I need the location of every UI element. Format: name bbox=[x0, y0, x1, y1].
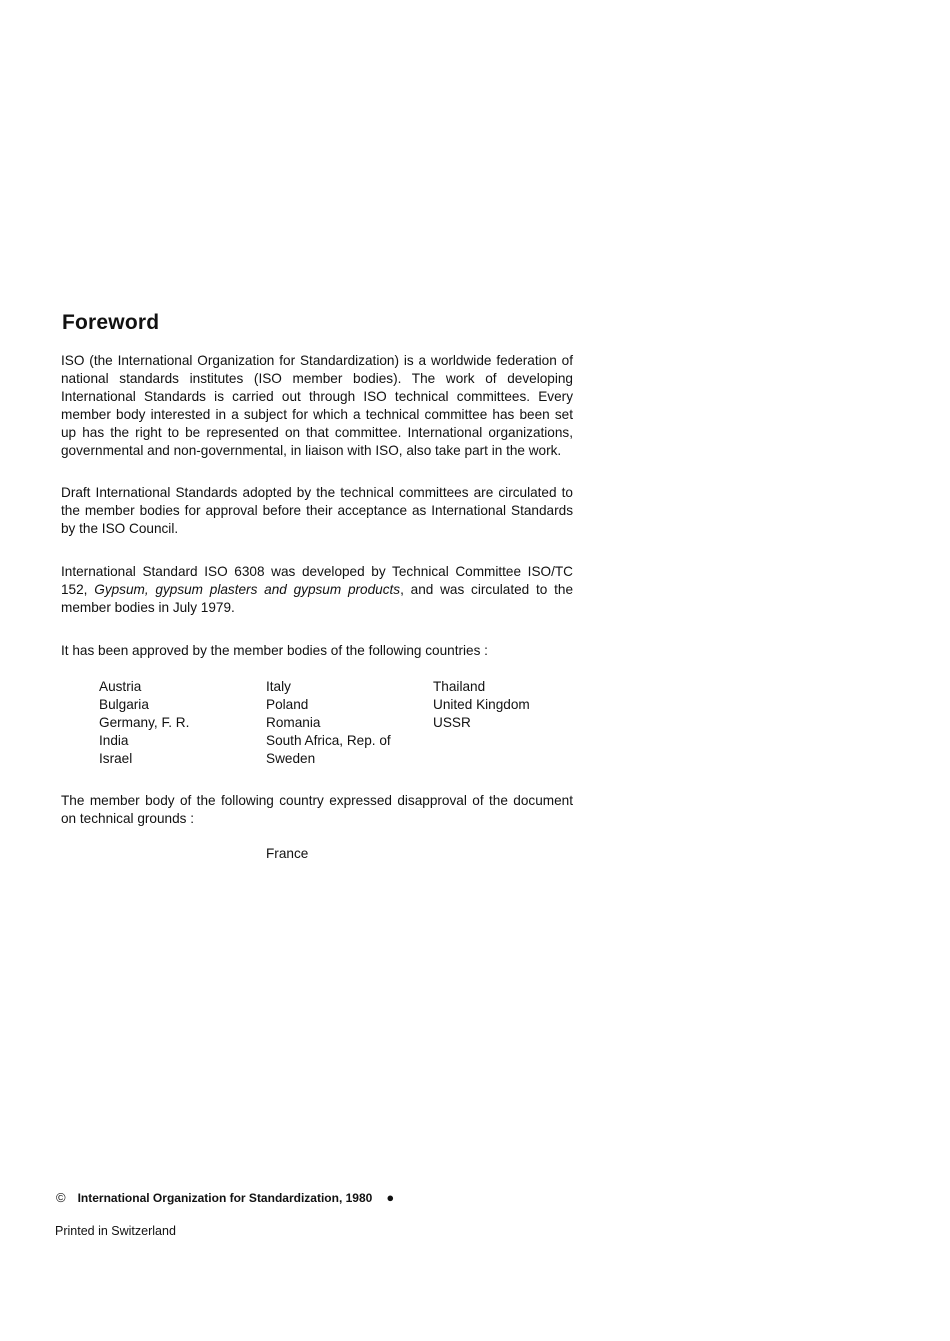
country-item: Bulgaria bbox=[99, 697, 149, 712]
country-item: Sweden bbox=[266, 751, 316, 766]
country-item: Thailand bbox=[433, 679, 486, 694]
paragraph-iso-intro: ISO (the International Organization for Standardization) is a worldwide federation of national standards institutes (ISO member bodies). The work of developing International Standards is carried out through ISO technical committees. Every member body interested in a subject for which a technical committee has been set up has the right to be represented on that committee. International organizations, governmental and non-governmental, in liaison with ISO, also take part in the work. bbox=[61, 353, 573, 458]
copyright-text: International Organization for Standardization, 1980 bbox=[77, 1191, 373, 1205]
bullet-icon: ● bbox=[386, 1190, 395, 1205]
country-item: South Africa, Rep. of bbox=[266, 733, 391, 748]
countries-column-3 bbox=[433, 678, 530, 732]
committee-name: Gypsum, gypsum plasters and gypsum products bbox=[94, 582, 401, 597]
paragraph-draft-standards: Draft International Standards adopted by the technical committees are circulated to the member bodies for approval before their acceptance as International Standards by the ISO Council. bbox=[61, 485, 573, 536]
copyright-symbol: © bbox=[56, 1190, 66, 1205]
circulation-text: , and was circulated to the member bodies in July 1979. bbox=[61, 582, 574, 615]
country-item: Poland bbox=[266, 697, 309, 712]
copyright-line bbox=[56, 1189, 394, 1207]
country-item: Germany, F. R. bbox=[99, 715, 190, 730]
development-text: International Standard ISO 6308 was developed by Technical Committee ISO/TC 152, bbox=[61, 564, 573, 597]
country-item: United Kingdom bbox=[433, 697, 530, 712]
country-item: India bbox=[99, 733, 129, 748]
paragraph-standard-development bbox=[61, 563, 573, 617]
countries-column-2 bbox=[266, 678, 391, 768]
country-item: Italy bbox=[266, 679, 291, 694]
country-item: Austria bbox=[99, 679, 142, 694]
countries-column-1 bbox=[99, 678, 189, 768]
paragraph-approval: It has been approved by the member bodies of the following countries : bbox=[61, 643, 488, 658]
paragraph-disapproval: The member body of the following country expressed disapproval of the document on technical grounds : bbox=[61, 793, 573, 826]
disapproving-country: France bbox=[266, 846, 309, 861]
printed-location: Printed in Switzerland bbox=[55, 1224, 176, 1238]
page-title: Foreword bbox=[62, 311, 160, 334]
country-item: USSR bbox=[433, 715, 471, 730]
country-item: Israel bbox=[99, 751, 133, 766]
country-item: Romania bbox=[266, 715, 321, 730]
